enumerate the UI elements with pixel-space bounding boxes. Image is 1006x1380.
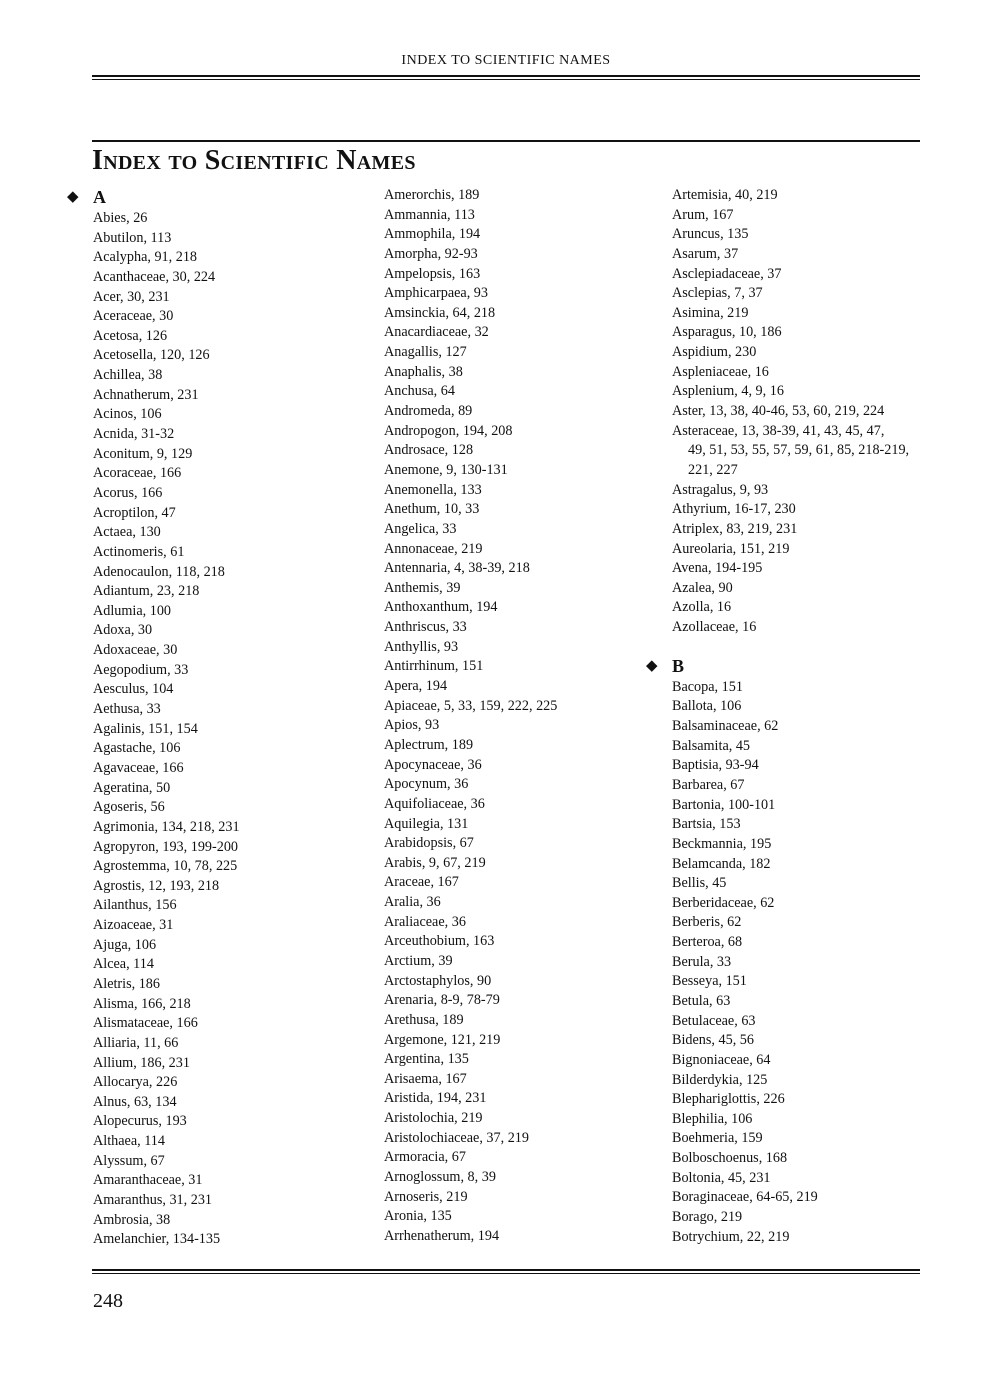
index-entry: Balsaminaceae, 62 [672, 718, 779, 735]
index-entry: Andropogon, 194, 208 [384, 422, 513, 439]
index-entry: Abutilon, 113 [93, 229, 172, 246]
index-entry: Apocynum, 36 [384, 776, 469, 793]
running-head: INDEX TO SCIENTIFIC NAMES [401, 53, 611, 68]
index-column-1 [67, 186, 240, 1250]
diamond-icon: ◆ [67, 189, 79, 205]
entry-list [672, 678, 909, 1248]
index-entry: Adoxaceae, 30 [93, 642, 178, 659]
index-entry: Arabidopsis, 67 [384, 835, 474, 852]
index-entry: Arrhenatherum, 194 [384, 1227, 500, 1244]
index-entry: Berberidaceae, 62 [672, 894, 775, 911]
index-entry: Asclepias, 7, 37 [672, 285, 763, 302]
index-entry: Allium, 186, 231 [93, 1054, 190, 1071]
index-entry: Aegopodium, 33 [93, 661, 189, 678]
index-entry: Bacopa, 151 [672, 678, 743, 695]
index-entry: Acinos, 106 [93, 406, 162, 423]
index-entry: Aquilegia, 131 [384, 815, 469, 832]
index-entry: Arnoseris, 219 [384, 1188, 468, 1205]
index-entry: Botrychium, 22, 219 [672, 1228, 790, 1245]
index-entry: Balsamita, 45 [672, 737, 751, 754]
index-entry: Asplenium, 4, 9, 16 [672, 383, 784, 400]
entry-list [672, 186, 909, 422]
index-entry: Agavaceae, 166 [93, 759, 184, 776]
index-entry: Bartsia, 153 [672, 816, 741, 833]
index-entry: Acoraceae, 166 [93, 465, 182, 482]
index-entry: Aletris, 186 [93, 975, 160, 992]
index-entry: Asparagus, 10, 186 [672, 324, 782, 341]
diamond-icon: ◆ [646, 657, 658, 674]
index-entry: Armoracia, 67 [384, 1149, 466, 1166]
index-entry: Ailanthus, 156 [93, 897, 177, 914]
index-entry: Acanthaceae, 30, 224 [93, 268, 216, 285]
index-entry: Atriplex, 83, 219, 231 [672, 520, 798, 537]
index-entry: Agalinis, 151, 154 [93, 720, 198, 737]
index-entry: Ammannia, 113 [384, 206, 475, 223]
index-entry: Beckmannia, 195 [672, 835, 772, 852]
entry-list [93, 209, 240, 1250]
index-entry: Aralia, 36 [384, 894, 441, 911]
index-column-3 [646, 186, 910, 1247]
index-entry: Borago, 219 [672, 1209, 743, 1226]
index-entry: Arctostaphylos, 90 [384, 972, 492, 989]
index-entry: Anagallis, 127 [384, 344, 467, 361]
index-entry: Angelica, 33 [384, 520, 457, 537]
index-entry: Artemisia, 40, 219 [672, 187, 778, 203]
index-entry: Avena, 194-195 [672, 560, 763, 577]
index-entry: Anaphalis, 38 [384, 363, 463, 380]
index-entry: Argentina, 135 [384, 1051, 469, 1068]
index-entry: Blephilia, 106 [672, 1110, 753, 1127]
index-entry: Asclepiadaceae, 37 [672, 265, 782, 282]
index-entry: 49, 51, 53, 55, 57, 59, 61, 85, 218-219, [688, 442, 910, 459]
index-entry: Besseya, 151 [672, 973, 747, 990]
index-entry: Anemonella, 133 [384, 481, 482, 498]
index-entry: Androsace, 128 [384, 442, 474, 459]
index-entry: Aizoaceae, 31 [93, 917, 174, 934]
index-entry: Alopecurus, 193 [93, 1113, 187, 1130]
index-entry: Acer, 30, 231 [93, 288, 170, 305]
index-entry: Azalea, 90 [672, 579, 733, 596]
index-entry: Aureolaria, 151, 219 [672, 540, 790, 557]
index-entry: Azolla, 16 [672, 599, 732, 616]
index-entry: Arctium, 39 [384, 952, 453, 969]
index-entry: Aristolochia, 219 [384, 1110, 483, 1127]
index-entry: Aquifoliaceae, 36 [384, 795, 485, 812]
index-entry: Baptisia, 93-94 [672, 757, 759, 774]
index-entry: Achillea, 38 [93, 367, 163, 384]
index-entry: Blephariglottis, 226 [672, 1091, 785, 1108]
index-entry: Aspidium, 230 [672, 344, 757, 361]
index-entry: Abies, 26 [93, 210, 148, 226]
index-entry: Alnus, 63, 134 [93, 1093, 177, 1110]
index-entry: Agrostis, 12, 193, 218 [93, 877, 220, 894]
index-entry: Bidens, 45, 56 [672, 1032, 754, 1049]
index-entry: Acetosa, 126 [93, 327, 168, 344]
index-entry: Araliaceae, 36 [384, 913, 466, 930]
index-entry: Ampelopsis, 163 [384, 265, 481, 282]
index-column-2 [384, 186, 557, 1247]
index-entry: Amsinckia, 64, 218 [384, 304, 496, 321]
index-entry: Anthyllis, 93 [384, 638, 459, 655]
index-entry: Agrimonia, 134, 218, 231 [93, 818, 240, 835]
index-entry: Aristolochiaceae, 37, 219 [384, 1129, 529, 1146]
index-entry: Betulaceae, 63 [672, 1012, 756, 1029]
index-entry: Allocarya, 226 [93, 1074, 178, 1091]
index-entry: Adenocaulon, 118, 218 [93, 563, 225, 580]
index-entry: Acalypha, 91, 218 [93, 249, 198, 266]
index-entry: Asarum, 37 [672, 245, 739, 262]
index-entry: Achnatherum, 231 [93, 386, 199, 403]
index-entry: Antirrhinum, 151 [384, 658, 484, 675]
index-entry: Arum, 167 [672, 206, 734, 223]
index-entry: Arabis, 9, 67, 219 [384, 854, 486, 871]
index-entry: Andromeda, 89 [384, 403, 473, 420]
index-entry: Alyssum, 67 [93, 1152, 165, 1169]
index-entry: Athyrium, 16-17, 230 [672, 501, 796, 518]
page-title: Index to Scientific Names [92, 145, 416, 176]
index-entry: Amaranthaceae, 31 [93, 1172, 203, 1189]
index-entry: Araceae, 167 [384, 874, 459, 891]
index-entry: Anacardiaceae, 32 [384, 324, 489, 341]
index-entry: Actaea, 130 [93, 524, 161, 541]
section-header-b [646, 655, 909, 678]
index-entry: Ammophila, 194 [384, 226, 481, 243]
index-entry: Amorpha, 92-93 [384, 245, 478, 262]
index-entry: Aristida, 194, 231 [384, 1090, 487, 1107]
index-entry: Bolboschoenus, 168 [672, 1150, 788, 1167]
index-entry: Astragalus, 9, 93 [672, 481, 769, 498]
index-entry: Boraginaceae, 64-65, 219 [672, 1189, 818, 1206]
entry-asteraceae [672, 422, 909, 481]
index-entry: Berberis, 62 [672, 914, 742, 931]
section-letter: A [93, 187, 106, 207]
index-entry: Anchusa, 64 [384, 383, 455, 400]
index-entry: Aconitum, 9, 129 [93, 445, 193, 462]
index-entry: Amerorchis, 189 [384, 187, 480, 203]
section-header-a [67, 186, 240, 209]
index-entry: Amaranthus, 31, 231 [93, 1192, 213, 1209]
index-entry: Boehmeria, 159 [672, 1130, 763, 1147]
index-entry: Acorus, 166 [93, 484, 163, 501]
index-entry: Barbarea, 67 [672, 776, 745, 793]
index-entry: Ballota, 106 [672, 698, 742, 715]
index-entry: Acnida, 31-32 [93, 426, 175, 443]
index-entry: Aceraceae, 30 [93, 308, 174, 325]
entry-list [672, 481, 909, 638]
index-entry: Adlumia, 100 [93, 602, 172, 619]
index-entry: Aethusa, 33 [93, 701, 161, 718]
index-entry: Bellis, 45 [672, 875, 727, 892]
index-entry: Arceuthobium, 163 [384, 933, 495, 950]
index-entry: Agrostemma, 10, 78, 225 [93, 858, 238, 875]
index-entry: Anethum, 10, 33 [384, 501, 480, 518]
header-rule [92, 75, 920, 80]
index-entry: Boltonia, 45, 231 [672, 1169, 771, 1186]
index-entry: Ajuga, 106 [93, 936, 157, 953]
index-entry: Anthemis, 39 [384, 579, 461, 596]
entry-list [384, 186, 557, 1247]
page-number: 248 [93, 1290, 123, 1312]
index-entry: Annonaceae, 219 [384, 540, 483, 557]
index-entry: Anthoxanthum, 194 [384, 599, 498, 616]
index-entry: Asimina, 219 [672, 304, 749, 321]
index-entry: Apiaceae, 5, 33, 159, 222, 225 [384, 697, 558, 714]
index-entry: Amphicarpaea, 93 [384, 285, 488, 302]
index-entry: Arisaema, 167 [384, 1070, 467, 1087]
index-entry: Antennaria, 4, 38-39, 218 [384, 560, 530, 577]
index-entry: Agastache, 106 [93, 740, 181, 757]
index-entry: Aesculus, 104 [93, 681, 174, 698]
index-entry: Betula, 63 [672, 992, 731, 1009]
index-entry: Apera, 194 [384, 678, 448, 695]
index-entry: Arenaria, 8-9, 78-79 [384, 992, 500, 1009]
index-entry: Ageratina, 50 [93, 779, 171, 796]
index-entry: Alliaria, 11, 66 [93, 1034, 179, 1051]
index-entry: Aruncus, 135 [672, 226, 749, 243]
index-entry: Azollaceae, 16 [672, 619, 757, 636]
index-entry: Adoxa, 30 [93, 622, 153, 639]
index-entry: Agoseris, 56 [93, 799, 165, 816]
index-entry: Belamcanda, 182 [672, 855, 771, 872]
index-entry: Actinomeris, 61 [93, 543, 185, 560]
index-entry: Ambrosia, 38 [93, 1211, 171, 1228]
footer-rule [92, 1269, 920, 1274]
index-entry: Aspleniaceae, 16 [672, 363, 769, 380]
index-entry: Aronia, 135 [384, 1208, 452, 1225]
index-entry: Arethusa, 189 [384, 1011, 464, 1028]
index-entry: Asteraceae, 13, 38-39, 41, 43, 45, 47, [672, 422, 885, 439]
index-entry: Alisma, 166, 218 [93, 995, 191, 1012]
index-entry: Amelanchier, 134-135 [93, 1231, 221, 1248]
index-entry: Agropyron, 193, 199-200 [93, 838, 239, 855]
index-entry: Alismataceae, 166 [93, 1015, 198, 1032]
index-entry: Berula, 33 [672, 953, 732, 970]
index-entry: Acroptilon, 47 [93, 504, 176, 521]
index-entry: Adiantum, 23, 218 [93, 583, 200, 600]
index-entry: Acetosella, 120, 126 [93, 347, 210, 364]
index-entry: Anthriscus, 33 [384, 619, 467, 636]
index-entry: Althaea, 114 [93, 1133, 165, 1150]
index-entry: Argemone, 121, 219 [384, 1031, 501, 1048]
index-entry: Berteroa, 68 [672, 934, 743, 951]
index-entry: Anemone, 9, 130-131 [384, 461, 508, 478]
index-entry: Arnoglossum, 8, 39 [384, 1169, 496, 1186]
index-entry: Apios, 93 [384, 717, 440, 734]
index-entry: Alcea, 114 [93, 956, 154, 973]
index-entry: 221, 227 [688, 461, 738, 478]
section-letter: B [672, 655, 685, 676]
index-entry: Bignoniaceae, 64 [672, 1051, 771, 1068]
index-entry: Aplectrum, 189 [384, 736, 474, 753]
index-entry: Bartonia, 100-101 [672, 796, 776, 813]
index-entry: Aster, 13, 38, 40-46, 53, 60, 219, 224 [672, 403, 885, 420]
index-entry: Bilderdykia, 125 [672, 1071, 768, 1088]
index-entry: Apocynaceae, 36 [384, 756, 482, 773]
